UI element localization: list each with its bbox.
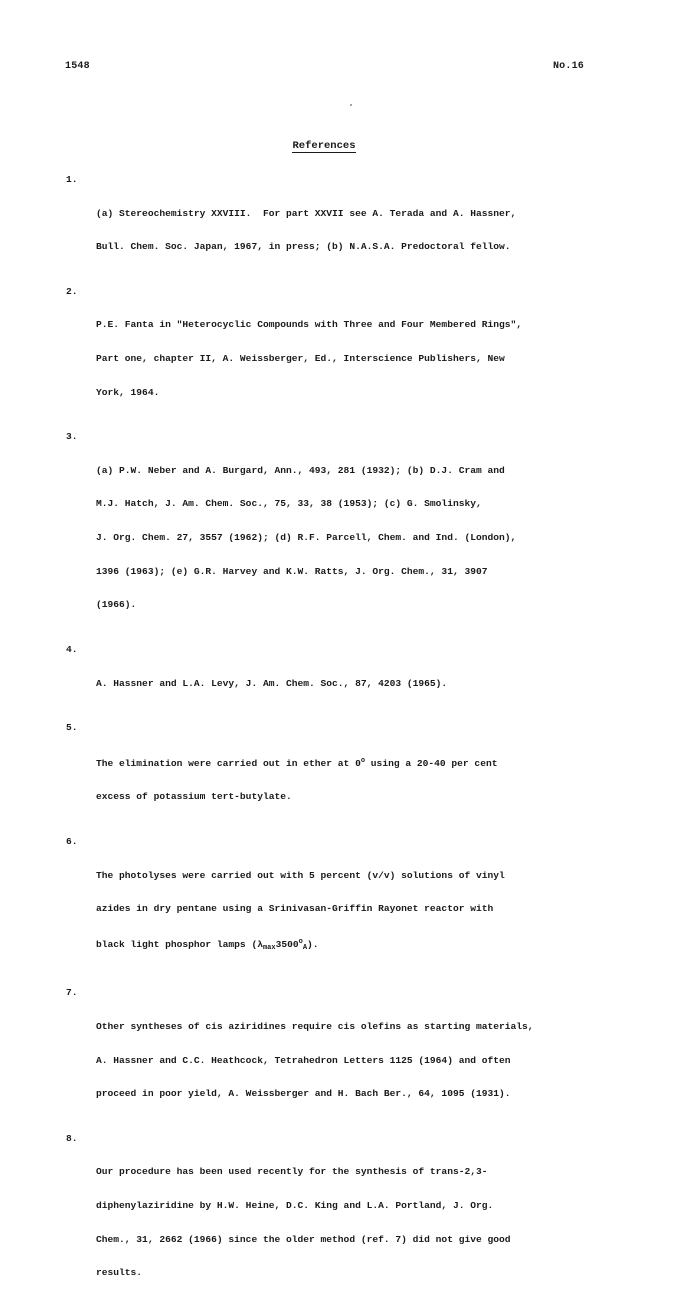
- max-subscript: max: [262, 943, 276, 952]
- reference-line: P.E. Fanta in "Heterocyclic Compounds with Three and Four Membered Rings",: [96, 319, 523, 331]
- wavelength-value: 3500: [275, 938, 299, 950]
- reference-line: A. Hassner and L.A. Levy, J. Am. Chem. Soc., 87, 4203 (1965).: [96, 677, 448, 689]
- reference-line: M.J. Hatch, J. Am. Chem. Soc., 75, 33, 38 (1953); (c) G. Smolinsky,: [96, 498, 482, 510]
- reference-text: black light phosphor lamps (: [96, 938, 258, 950]
- reference-list: [66, 174, 626, 1312]
- reference-line: [96, 756, 626, 769]
- reference-line: (a) P.W. Neber and A. Burgard, Ann., 493, 281 (1932); (b) D.J. Cram and: [96, 464, 505, 476]
- reference-number: 2.: [66, 285, 78, 297]
- reference-8: [66, 1133, 626, 1301]
- reference-line: Other syntheses of cis aziridines require cis olefins as starting materials,: [96, 1021, 534, 1033]
- reference-line: results.: [96, 1267, 143, 1279]
- reference-line: diphenylaziridine by H.W. Heine, D.C. King and L.A. Portland, J. Org.: [96, 1200, 494, 1212]
- references-title: References: [292, 140, 356, 152]
- reference-number: 3.: [66, 431, 78, 443]
- degree-sign: o: [360, 756, 366, 765]
- reference-text: The elimination were carried out in ether at 0: [96, 757, 361, 769]
- reference-4: [66, 644, 626, 711]
- print-speck: [350, 104, 352, 106]
- angstrom-ring: o: [298, 937, 303, 946]
- reference-line: proceed in poor yield, A. Weissberger and H. Bach Ber., 64, 1095 (1931).: [96, 1088, 511, 1100]
- reference-line: Our procedure has been used recently for the synthesis of trans-2,3-: [96, 1166, 488, 1178]
- reference-text: using a 20-40 per cent: [365, 757, 498, 769]
- page-number: 1548: [65, 61, 90, 72]
- reference-number: 5.: [66, 722, 78, 734]
- reference-number: 7.: [66, 987, 78, 999]
- reference-5: [66, 722, 626, 825]
- reference-line: (1966).: [96, 599, 137, 611]
- reference-line: [96, 937, 626, 954]
- reference-line: A. Hassner and C.C. Heathcock, Tetrahedron Letters 1125 (1964) and often: [96, 1054, 511, 1066]
- reference-line: Part one, chapter II, A. Weissberger, Ed., Interscience Publishers, New: [96, 353, 505, 365]
- reference-text: ).: [307, 938, 319, 950]
- reference-line: Bull. Chem. Soc. Japan, 1967, in press; (b) N.A.S.A. Predoctoral fellow.: [96, 241, 511, 253]
- lambda-symbol: λ: [257, 938, 263, 950]
- reference-line: excess of potassium tert-butylate.: [96, 791, 292, 803]
- reference-line: York, 1964.: [96, 386, 160, 398]
- reference-6: [66, 836, 626, 976]
- references-heading: [0, 140, 648, 152]
- angstrom-unit: A: [302, 943, 308, 952]
- reference-number: 1.: [66, 174, 78, 185]
- reference-number: 8.: [66, 1132, 78, 1144]
- reference-line: J. Org. Chem. 27, 3557 (1962); (d) R.F. Parcell, Chem. and Ind. (London),: [96, 532, 517, 544]
- issue-number: No.16: [552, 61, 584, 72]
- reference-line: azides in dry pentane using a Srinivasan-Griffin Rayonet reactor with: [96, 903, 494, 915]
- reference-line: 1396 (1963); (e) G.R. Harvey and K.W. Ratts, J. Org. Chem., 31, 3907: [96, 565, 488, 577]
- reference-number: 6.: [66, 835, 78, 847]
- reference-3: [66, 431, 626, 633]
- reference-2: [66, 286, 626, 420]
- reference-line: (a) Stereochemistry XXVIII. For part XXVII see A. Terada and A. Hassner,: [96, 207, 517, 219]
- reference-number: 4.: [66, 643, 78, 655]
- reference-1: [66, 174, 626, 275]
- reference-line: The photolyses were carried out with 5 percent (v/v) solutions of vinyl: [96, 869, 505, 881]
- reference-7: [66, 987, 626, 1121]
- reference-line: Chem., 31, 2662 (1966) since the older method (ref. 7) did not give good: [96, 1233, 511, 1245]
